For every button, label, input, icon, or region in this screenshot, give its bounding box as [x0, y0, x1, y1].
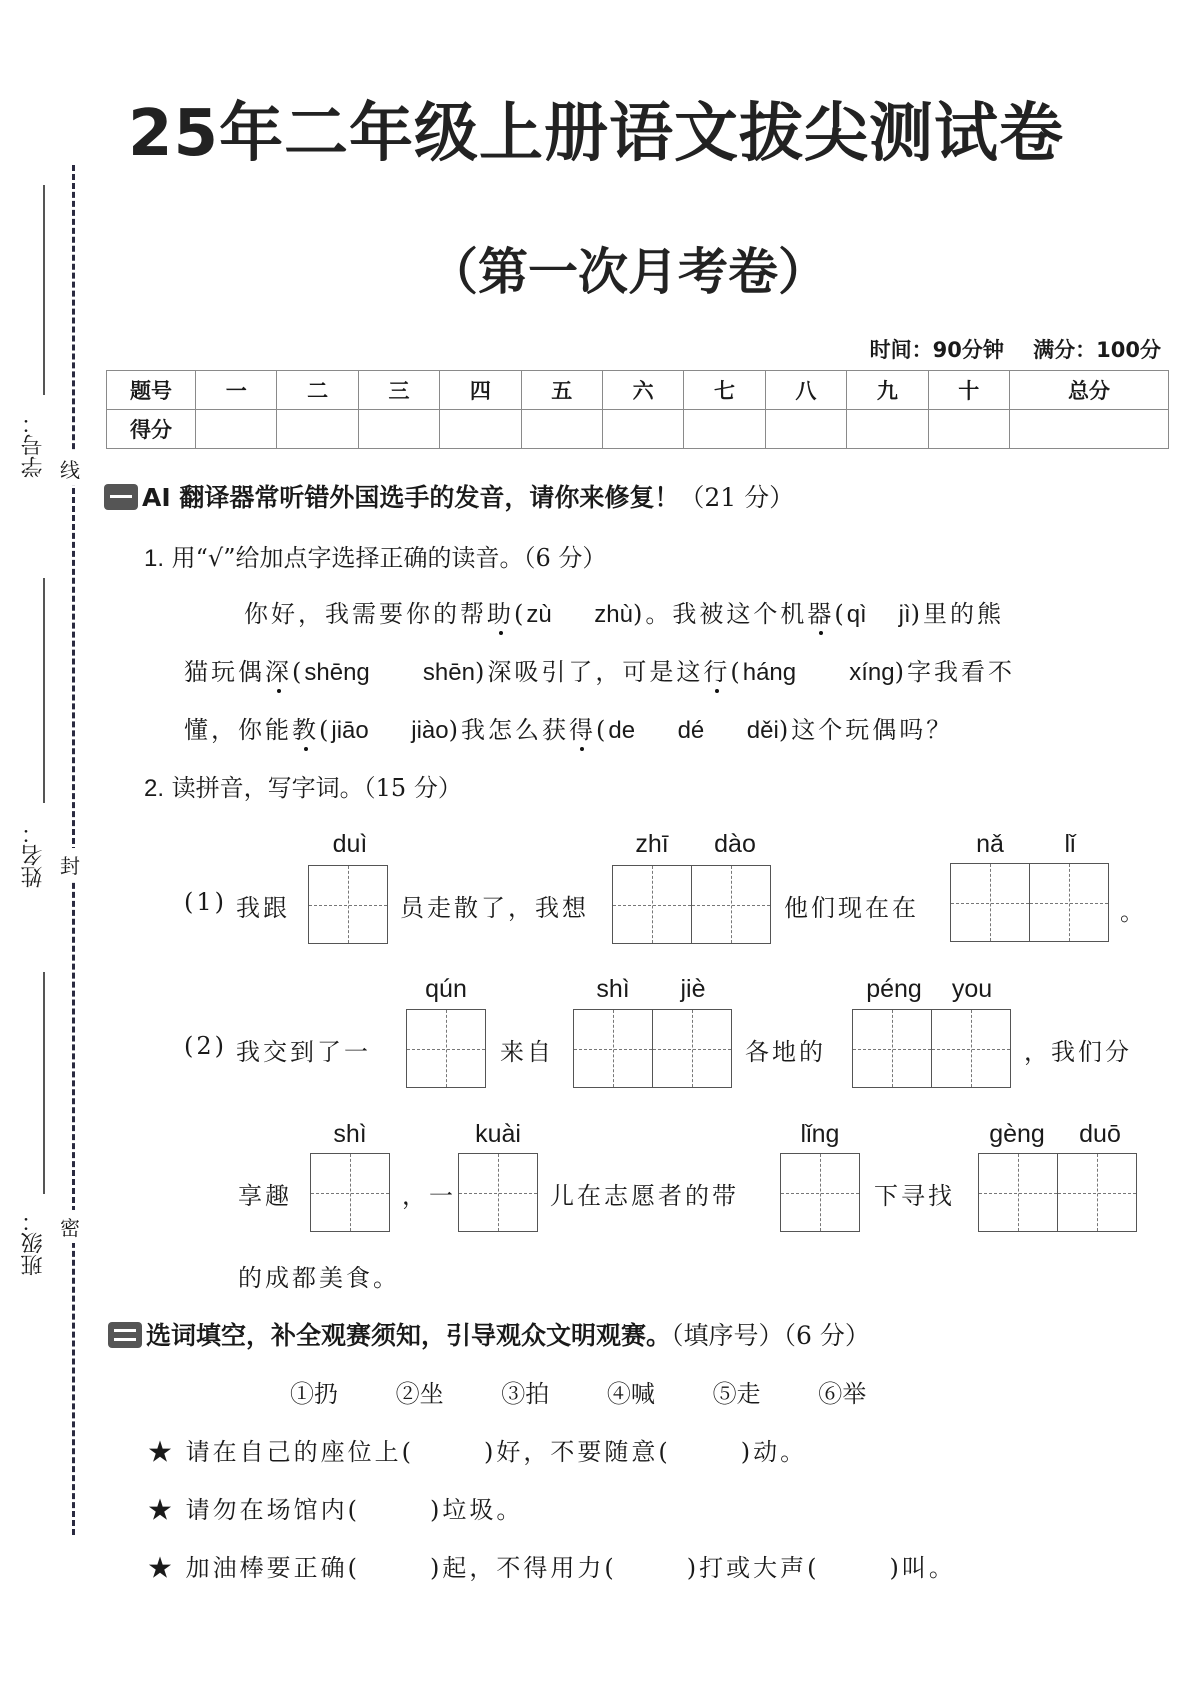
sentence-2-text: 我交到了一	[236, 1038, 371, 1066]
score-cell[interactable]	[847, 410, 928, 449]
col-header: 七	[684, 371, 765, 410]
question-1	[144, 538, 606, 573]
section-2-title: 选词填空，补全观赛须知，引导观众文明观赛。	[146, 1321, 672, 1350]
sentence-2-end: 的成都美食。	[238, 1264, 400, 1292]
pinyin-label: dào	[714, 830, 756, 858]
class-field[interactable]	[43, 972, 45, 1194]
section-number-two-icon	[108, 1322, 142, 1348]
grid-cell[interactable]	[613, 866, 691, 943]
exam-subtitle: （第一次月考卷）	[428, 243, 828, 301]
dotted-char: 器	[807, 600, 835, 628]
score-cell[interactable]	[277, 410, 358, 449]
grid-cell[interactable]	[1057, 1154, 1136, 1231]
sentence-2-text: ，一	[402, 1182, 456, 1210]
grid-cell[interactable]	[691, 866, 770, 943]
writing-grid-nali[interactable]	[950, 863, 1109, 942]
exam-title: 25年二年级上册语文拔尖测试卷	[128, 97, 1065, 171]
passage-line-1: 你好，我需要你的帮助(zù zhù)。我被这个机器(qì jì)里的熊	[244, 600, 1004, 628]
pinyin-label: zhī	[635, 830, 669, 858]
pinyin-option[interactable]: jiāo	[331, 717, 369, 744]
pinyin-option[interactable]: shēng	[304, 659, 370, 686]
class-label: 班级：	[21, 1210, 46, 1276]
question-2-points: （15 分）	[363, 774, 462, 802]
passage-line-2: 猫玩偶深(shēng shēn)深吸引了，可是这行(háng xíng)字我看不	[184, 658, 1016, 686]
dotted-char: 得	[568, 716, 596, 744]
section-number-one-icon	[104, 484, 138, 510]
pinyin-option[interactable]: qì	[846, 601, 867, 628]
writing-grid-ling[interactable]	[780, 1153, 860, 1232]
option-2: ②坐	[395, 1380, 444, 1408]
pinyin-label: lǐng	[800, 1120, 840, 1148]
exam-meta	[848, 334, 1161, 364]
sentence-2-text: 享趣	[238, 1182, 292, 1210]
score-cell[interactable]	[602, 410, 683, 449]
grid-cell[interactable]	[309, 866, 387, 943]
col-header: 五	[521, 371, 602, 410]
col-header: 九	[847, 371, 928, 410]
pinyin-option[interactable]: shēn	[422, 659, 475, 686]
section-1-points: （21 分）	[679, 483, 795, 512]
grid-cell[interactable]	[459, 1154, 537, 1231]
rule-item-3: ★ 加油棒要正确( )起，不得用力( )打或大声( )叫。	[148, 1554, 956, 1582]
pinyin-option[interactable]: jì	[898, 601, 911, 628]
writing-grid-dui[interactable]	[308, 865, 388, 944]
sentence-2-text: 儿在志愿者的带	[550, 1182, 739, 1210]
grid-cell[interactable]	[951, 864, 1029, 941]
pinyin-label: jiè	[680, 975, 706, 1003]
pinyin-option[interactable]: zhù	[594, 601, 633, 628]
pinyin-label: duì	[332, 830, 368, 858]
option-1: ①扔	[290, 1380, 338, 1408]
sentence-1-text: 员走散了，我想	[400, 894, 589, 922]
sentence-1-text: 我跟	[236, 894, 290, 922]
score-cell[interactable]	[765, 410, 846, 449]
section-2-heading	[108, 1316, 870, 1352]
question-2-text: 读拼音，写字词。	[171, 774, 364, 802]
time-limit: 时间：90分钟	[869, 338, 1004, 362]
option-3: ③拍	[501, 1380, 550, 1408]
pinyin-option[interactable]: zù	[526, 601, 552, 628]
writing-grid-shi[interactable]	[310, 1153, 390, 1232]
student-id-field[interactable]	[43, 185, 45, 395]
score-table-score-row	[107, 410, 1169, 449]
score-cell[interactable]	[358, 410, 439, 449]
pinyin-label: shì	[333, 1120, 367, 1148]
col-header-total: 总分	[1009, 371, 1168, 410]
star-icon: ★	[148, 1438, 175, 1466]
score-cell[interactable]	[521, 410, 602, 449]
rule-item-2: ★ 请勿在场馆内( )垃圾。	[148, 1496, 524, 1524]
score-table	[106, 370, 1169, 449]
passage-line-3: 懂，你能教(jiāo jiào)我怎么获得(de dé děi)这个玩偶吗？	[184, 716, 954, 744]
grid-cell[interactable]	[652, 1010, 731, 1087]
grid-cell[interactable]	[979, 1154, 1057, 1231]
question-1-number: 1.	[144, 545, 165, 572]
grid-cell[interactable]	[1029, 864, 1108, 941]
writing-grid-shijie[interactable]	[573, 1009, 732, 1088]
col-header: 六	[602, 371, 683, 410]
question-1-points: （6 分）	[523, 544, 607, 572]
pinyin-label: lǐ	[1064, 830, 1076, 858]
pinyin-option[interactable]: jiào	[411, 717, 449, 744]
pinyin-label: nǎ	[976, 830, 1004, 858]
section-1-title: AI 翻译器常听错外国选手的发音，请你来修复！	[142, 483, 680, 512]
pinyin-label: qún	[425, 975, 467, 1003]
col-header: 二	[277, 371, 358, 410]
option-4: ④喊	[606, 1380, 655, 1408]
word-options	[290, 1374, 916, 1409]
section-1-heading	[104, 478, 794, 514]
row-label-question-number: 题号	[107, 371, 196, 410]
score-cell[interactable]	[928, 410, 1009, 449]
option-5: ⑤走	[712, 1380, 761, 1408]
question-2	[144, 768, 462, 803]
score-cell[interactable]	[684, 410, 765, 449]
star-icon: ★	[148, 1496, 175, 1524]
sentence-2-text: 来自	[500, 1038, 554, 1066]
col-header: 一	[196, 371, 277, 410]
grid-cell[interactable]	[931, 1010, 1010, 1087]
star-icon: ★	[148, 1554, 175, 1582]
dotted-char: 行	[703, 658, 731, 686]
full-score: 满分：100分	[1033, 338, 1161, 362]
col-header: 四	[440, 371, 521, 410]
pinyin-option[interactable]: háng	[742, 659, 797, 686]
pinyin-option[interactable]: de	[608, 717, 636, 744]
pinyin-label: gèng	[989, 1120, 1045, 1148]
section-2-note: （填序号）（6 分）	[671, 1321, 870, 1350]
question-1-text: 用“√”给加点字选择正确的读音。	[171, 544, 524, 572]
pinyin-option[interactable]: dé	[677, 717, 705, 744]
col-header: 八	[765, 371, 846, 410]
pinyin-option[interactable]: xíng	[849, 659, 895, 686]
sentence-2-label: (2)	[184, 1032, 227, 1060]
writing-grid-gengduo[interactable]	[978, 1153, 1137, 1232]
question-2-number: 2.	[144, 775, 165, 802]
name-label: 姓名：	[21, 822, 46, 888]
pinyin-label: duō	[1079, 1120, 1121, 1148]
pinyin-option[interactable]: děi	[746, 717, 779, 744]
score-table-header-row	[107, 371, 1169, 410]
dotted-char: 深	[265, 658, 292, 686]
grid-cell[interactable]	[853, 1010, 931, 1087]
grid-cell[interactable]	[407, 1010, 485, 1087]
pinyin-label: you	[951, 975, 993, 1003]
sentence-1-label: (1)	[184, 888, 227, 916]
pinyin-label: shì	[596, 975, 630, 1003]
margin-mark-line: 线	[60, 452, 80, 485]
row-label-score: 得分	[107, 410, 196, 449]
pinyin-label: kuài	[475, 1120, 521, 1148]
writing-grid-kuai[interactable]	[458, 1153, 538, 1232]
col-header: 十	[928, 371, 1009, 410]
dotted-char: 教	[292, 716, 319, 744]
writing-grid-qun[interactable]	[406, 1009, 486, 1088]
grid-cell[interactable]	[311, 1154, 389, 1231]
dotted-char: 助	[487, 600, 514, 628]
sentence-2-text: 下寻找	[874, 1182, 955, 1210]
margin-mark-secret: 密	[60, 1210, 80, 1243]
writing-grid-pengyou[interactable]	[852, 1009, 1011, 1088]
sentence-1-text: 他们现在在	[784, 894, 919, 922]
sentence-2-text: ，我们分	[1024, 1038, 1132, 1066]
sentence-1-end: 。	[1120, 898, 1147, 926]
pinyin-label: péng	[866, 975, 922, 1003]
student-id-label: 学号：	[21, 412, 46, 478]
grid-cell[interactable]	[781, 1154, 859, 1231]
score-cell[interactable]	[196, 410, 277, 449]
score-cell[interactable]	[440, 410, 521, 449]
grid-cell[interactable]	[574, 1010, 652, 1087]
rule-item-1: ★ 请在自己的座位上( )好，不要随意( )动。	[148, 1438, 808, 1466]
writing-grid-zhidao[interactable]	[612, 865, 771, 944]
sentence-2-text: 各地的	[745, 1038, 826, 1066]
score-cell-total[interactable]	[1009, 410, 1168, 449]
option-6: ⑥举	[818, 1380, 867, 1408]
col-header: 三	[358, 371, 439, 410]
name-field[interactable]	[43, 578, 45, 803]
margin-mark-seal: 封	[60, 848, 80, 881]
